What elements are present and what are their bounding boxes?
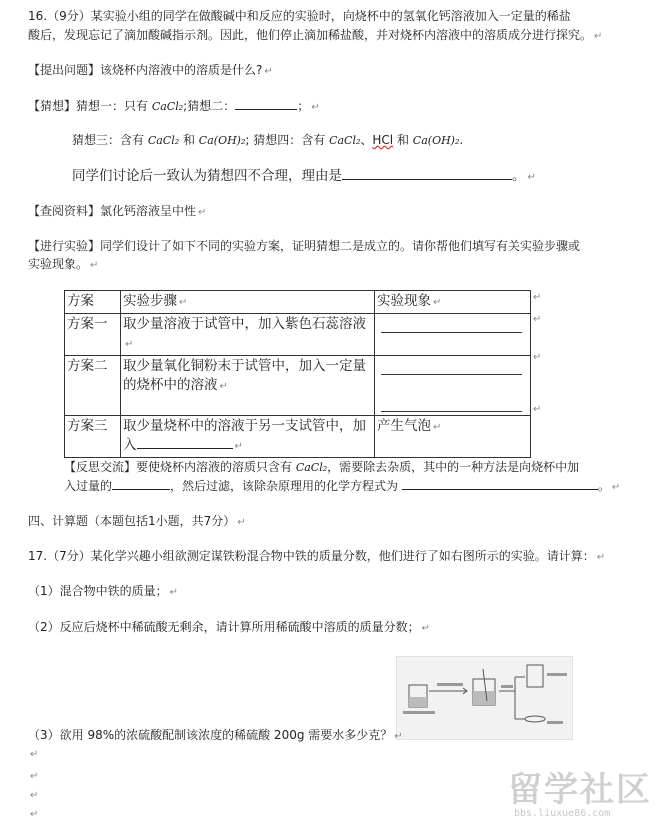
q16-experiment-line1: 【进行实验】同学们设计了如下不同的实验方案，证明猜想二是成立的。请你帮他们填写有关实验步骤或 <box>28 239 581 253</box>
beaker-filtrate <box>527 665 543 687</box>
plan-cell: 方案一 <box>65 314 121 356</box>
equation-blank[interactable] <box>402 477 598 490</box>
plan-cell: 方案二 <box>65 356 121 416</box>
q16-reflect-line2: 入过量的 ，然后过滤，该除杂原理用的化学方程式为 。 ↵ <box>64 479 621 493</box>
para-mark-line: ↵ <box>30 790 39 801</box>
result-cell <box>375 314 531 356</box>
q17-line1: 17.（7分）某化学兴趣小组欲测定谋铁粉混合物中铁的质量分数，他们进行了如右图所示的实验。请计算： ↵ <box>28 549 606 563</box>
q16-guess-1-2: 【猜想】猜想一：只有 CaCl₂;猜想二： ； ↵ <box>28 99 320 113</box>
reason-blank[interactable] <box>342 167 512 180</box>
q17-sub2: （2）反应后烧杯中稀硫酸无剩余，请计算所用稀硫酸中溶质的质量分数； ↵ <box>28 620 431 634</box>
q16-guess-3-4: 猜想三：含有 CaCl₂ 和 Ca(OH)₂; 猜想四：含有 CaCl₂、HCl 和 Ca(OH)₂. <box>72 133 464 147</box>
table-row <box>65 314 531 356</box>
q17-sub1: （1）混合物中铁的质量； ↵ <box>28 584 179 598</box>
q16-lookup: 【查阅资料】氯化钙溶液呈中性 ↵ <box>28 204 207 218</box>
result-blank[interactable] <box>381 395 522 412</box>
filter-residue <box>525 716 545 722</box>
row-mark: ↵ <box>533 404 542 415</box>
result-blank[interactable] <box>381 358 522 375</box>
experiment-figure <box>396 656 573 740</box>
watermark-url: bbs.liuxue86.com <box>514 808 611 819</box>
para-mark-line: ↵ <box>30 749 39 760</box>
row-mark: ↵ <box>533 314 542 325</box>
q16-reflect-line1: 【反思交流】要使烧杯内溶液的溶质只含有 CaCl₂，需要除去杂质，其中的一种方法是向烧杯中加 <box>64 460 580 474</box>
guess2-blank[interactable] <box>235 97 297 110</box>
header-step: 实验步骤 ↵ <box>121 291 375 314</box>
q16-line1: 16.（9分）某实验小组的同学在做酸碱中和反应的实验时，向烧杯中的氢氧化钙溶液加入一定量的稀盐 <box>28 9 571 23</box>
header-result: 实验现象 ↵ <box>375 291 531 314</box>
step-cell: 取少量烧杯中的溶液于另一支试管中，加入 ↵ <box>121 416 375 458</box>
header-plan: 方案 <box>65 291 121 314</box>
step-cell: 取少量氧化铜粉末于试管中，加入一定量的烧杯中的溶液 ↵ <box>121 356 375 416</box>
row-mark: ↵ <box>533 292 542 303</box>
q16-experiment-line2: 实验现象。 ↵ <box>28 257 99 271</box>
excess-blank[interactable] <box>112 477 170 490</box>
q17-sub3: （3）欲用 98%的浓硫酸配制该浓度的稀硫酸 200g 需要水多少克？ ↵ <box>28 728 403 742</box>
result-cell <box>375 356 531 416</box>
plan-cell: 方案三 <box>65 416 121 458</box>
q16-discuss: 同学们讨论后一致认为猜想四不合理，理由是 。 ↵ <box>72 168 536 184</box>
table-row <box>65 416 531 458</box>
apparatus-diagram <box>397 657 572 739</box>
result-blank[interactable] <box>381 316 522 333</box>
watermark-logo <box>500 762 658 825</box>
experiment-table <box>64 290 531 458</box>
para-mark-line: ↵ <box>30 809 39 820</box>
q16-line2: 酸后，发现忘记了滴加酸碱指示剂。因此，他们停止滴加稀盐酸，并对烧杯内溶液中的溶质成分进行探究。 ↵ <box>28 28 603 42</box>
para-mark-line: ↵ <box>30 771 39 782</box>
row-mark: ↵ <box>533 352 542 363</box>
result-cell: 产生气泡 ↵ <box>375 416 531 458</box>
reagent-blank[interactable] <box>137 436 233 449</box>
table-row <box>65 356 531 416</box>
q16-ask: 【提出问题】该烧杯内溶液中的溶质是什么? ↵ <box>28 63 273 77</box>
step-cell: 取少量溶液于试管中，加入紫色石蕊溶液↵ <box>121 314 375 356</box>
watermark-title: 留学社区 <box>508 770 652 810</box>
section-title: 四、计算题（本题包括1小题，共7分） ↵ <box>28 514 246 528</box>
table-header-row <box>65 291 531 314</box>
